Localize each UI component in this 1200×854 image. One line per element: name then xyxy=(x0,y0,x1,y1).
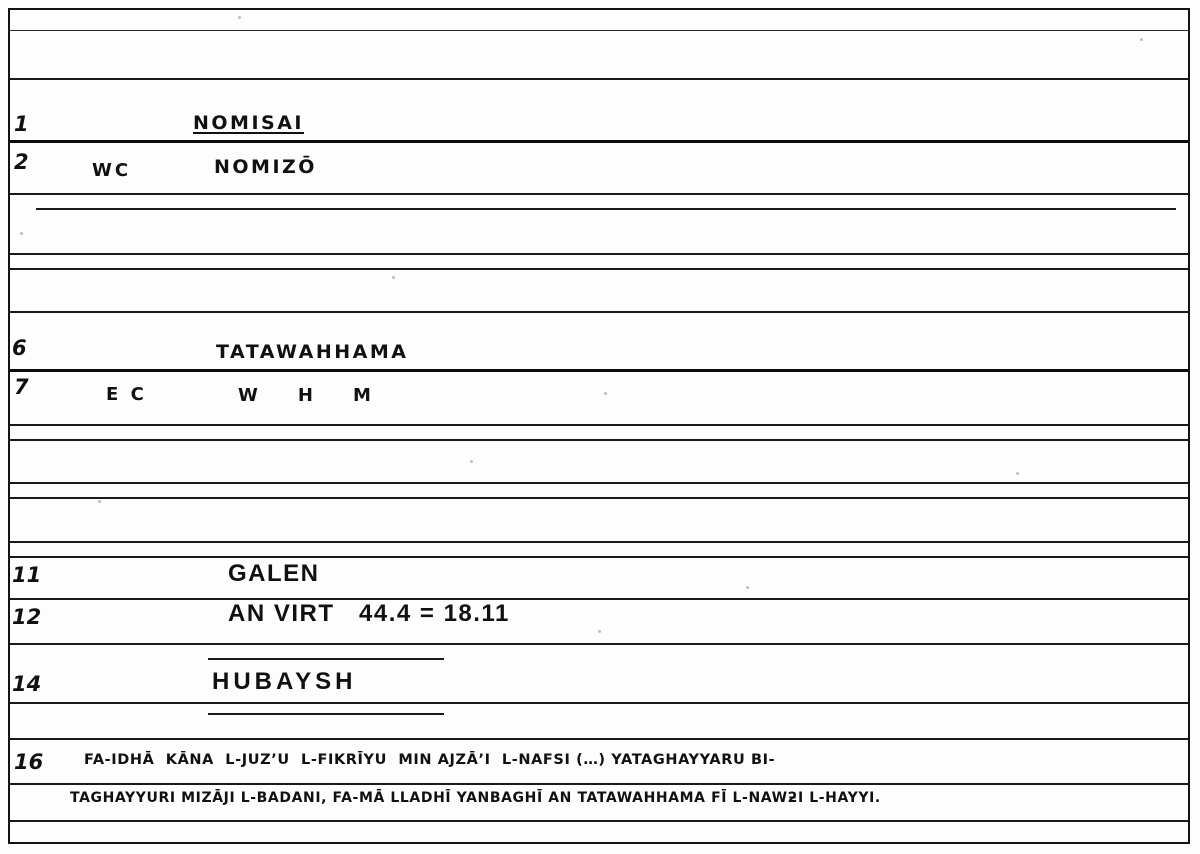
rule-line xyxy=(36,208,1176,210)
entry-marker: WC xyxy=(92,160,132,181)
entry-number: 7 xyxy=(14,375,29,399)
rule-line xyxy=(10,643,1188,645)
scan-speck xyxy=(470,460,473,463)
scan-speck xyxy=(1016,472,1019,475)
entry-text: GALEN xyxy=(228,560,320,587)
rule-line xyxy=(10,702,1188,704)
entry-text: HUBAYSH xyxy=(212,668,357,695)
rule-line xyxy=(10,820,1188,822)
rule-line xyxy=(10,140,1188,143)
entry-number: 1 xyxy=(14,112,29,136)
passage-line-2: TAGHAYYURI MIZĀJI L-BADANI, FA-MĀ LLADHĪ YANBAGHĪ AN TATAWAHHAMA FĪ L-NAWƻI L-HAYYI. xyxy=(70,790,881,806)
rule-line xyxy=(10,556,1188,558)
scan-speck xyxy=(20,232,23,235)
scan-speck xyxy=(604,392,607,395)
rule-line xyxy=(10,482,1188,484)
entry-text: W H M xyxy=(238,385,374,406)
rule-line xyxy=(10,30,1188,31)
passage-line-1: FA-IDHĀ KĀNA L-JUZʼU L-FIKRĪYU MIN AJZĀʼI L-NAFSI (…) YATAGHAYYARU BI- xyxy=(84,752,776,768)
rule-line xyxy=(10,424,1188,426)
rule-line xyxy=(10,311,1188,313)
rule-line xyxy=(10,497,1188,499)
rule-line xyxy=(208,658,444,660)
rule-line xyxy=(10,738,1188,740)
rule-line xyxy=(10,78,1188,80)
entry-number: 11 xyxy=(12,563,42,587)
entry-number: 12 xyxy=(12,605,42,629)
rule-line xyxy=(10,268,1188,270)
card-outer-border xyxy=(8,8,1190,844)
scan-speck xyxy=(238,16,241,19)
entry-text: AN VIRT 44.4 = 18.11 xyxy=(228,600,510,627)
scan-speck xyxy=(1140,38,1143,41)
entry-number: 6 xyxy=(12,336,27,360)
rule-line xyxy=(10,369,1188,372)
rule-line xyxy=(10,783,1188,785)
rule-line xyxy=(208,713,444,715)
entry-number: 14 xyxy=(12,672,42,696)
entry-number: 16 xyxy=(14,750,44,774)
rule-line xyxy=(10,193,1188,195)
entry-text: NOMIZŌ xyxy=(214,156,317,178)
rule-line xyxy=(10,541,1188,543)
scan-speck xyxy=(392,276,395,279)
entry-text: NOMISAI xyxy=(193,112,304,134)
entry-number: 2 xyxy=(14,150,29,174)
entry-marker: E C xyxy=(106,384,147,405)
rule-line xyxy=(10,253,1188,255)
scan-speck xyxy=(98,500,101,503)
entry-text: TATAWAHHAMA xyxy=(216,341,409,363)
scan-speck xyxy=(746,586,749,589)
scan-speck xyxy=(598,630,601,633)
rule-line xyxy=(10,439,1188,441)
rule-line xyxy=(10,598,1188,600)
